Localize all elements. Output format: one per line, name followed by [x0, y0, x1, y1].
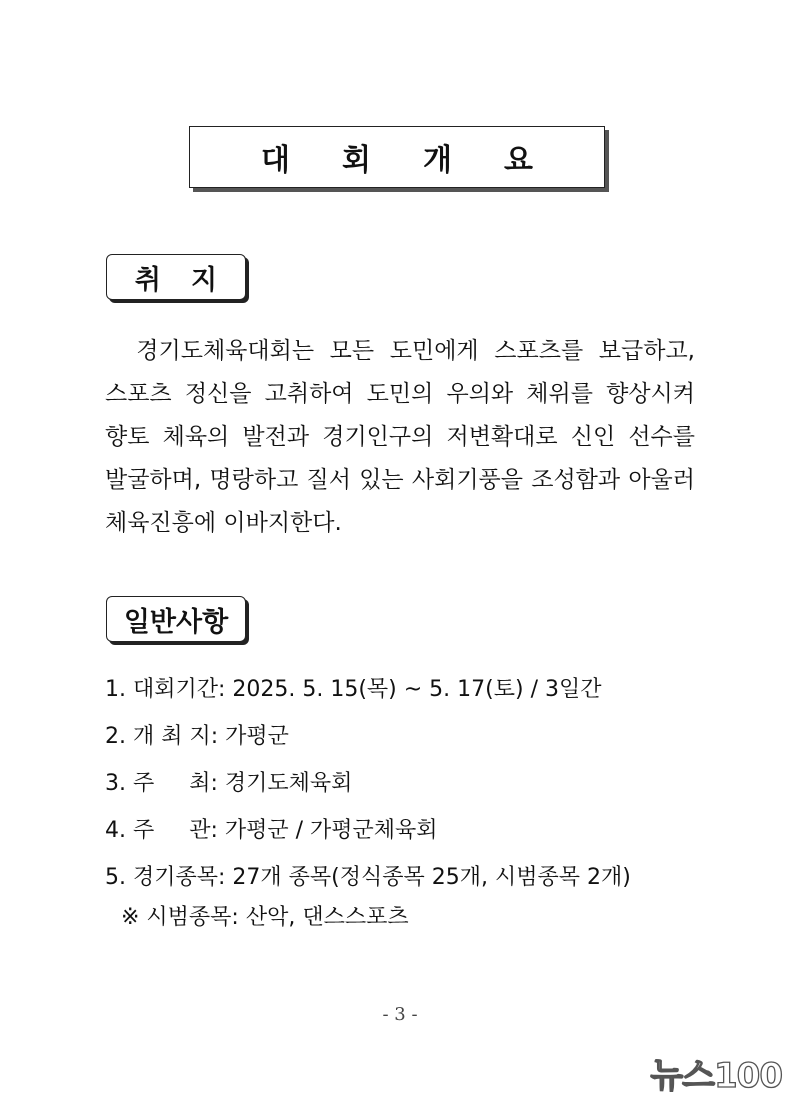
- purpose-line: 경기도체육대회는 모든 도민에게 스포츠를 보급하고,: [105, 338, 695, 364]
- purpose-line: 체육진흥에 이바지한다.: [105, 510, 342, 536]
- list-note: ※ 시범종목: 산악, 댄스스포츠: [121, 905, 409, 930]
- purpose-paragraph: [105, 330, 695, 545]
- purpose-line: 발굴하며, 명랑하고 질서 있는 사회기풍을 조성함과 아울러: [105, 467, 695, 493]
- section-heading-purpose-label: 취지: [134, 264, 248, 296]
- section-heading-purpose: [106, 254, 246, 300]
- purpose-line: 스포츠 정신을 고취하여 도민의 우의와 체위를 향상시켜: [105, 381, 695, 407]
- list-item: 1. 대회기간: 2025. 5. 15(목) ~ 5. 17(토) / 3일간: [105, 677, 602, 702]
- list-item: 4. 주 관: 가평군 / 가평군체육회: [105, 818, 438, 843]
- purpose-line: 향토 체육의 발전과 경기인구의 저변확대로 신인 선수를: [105, 424, 695, 450]
- list-item: 2. 개 최 지: 가평군: [105, 724, 289, 749]
- document-title: 대회개요: [261, 143, 585, 178]
- watermark-logo: 뉴스100: [650, 1056, 782, 1096]
- list-item: 5. 경기종목: 27개 종목(정식종목 25개, 시범종목 2개): [105, 865, 631, 890]
- document-title-box: [189, 126, 605, 188]
- list-item: 3. 주 최: 경기도체육회: [105, 771, 353, 796]
- page-number: - 3 -: [382, 1004, 418, 1025]
- section-heading-general-label: 일반사항: [123, 606, 229, 638]
- section-heading-general: [106, 596, 246, 642]
